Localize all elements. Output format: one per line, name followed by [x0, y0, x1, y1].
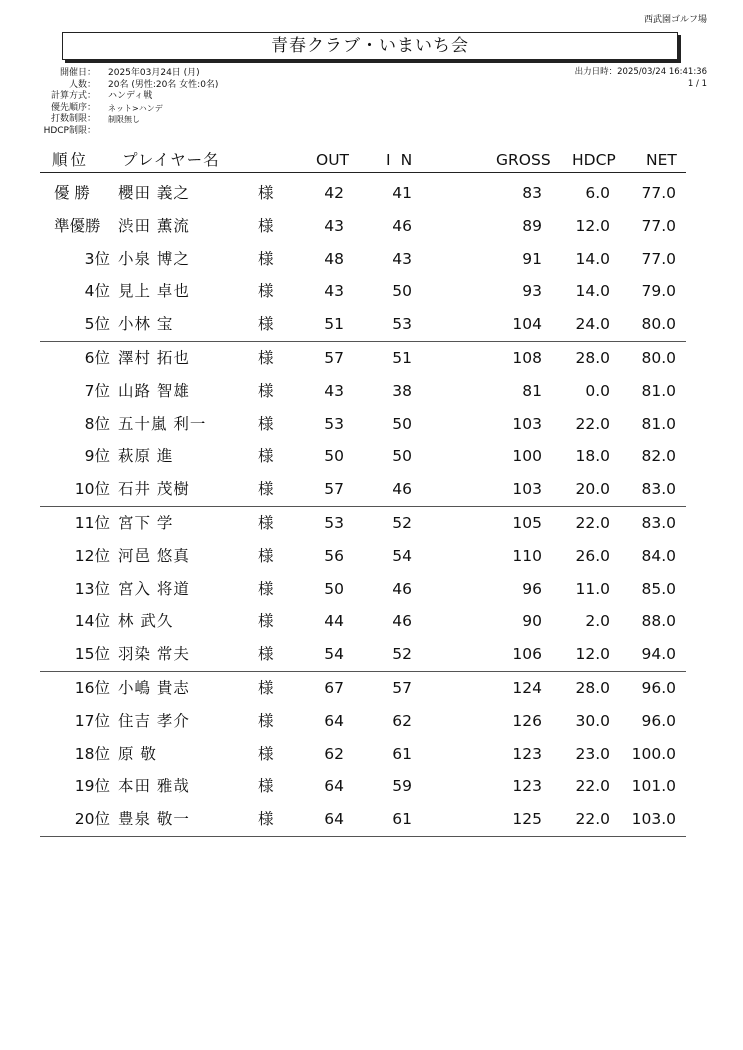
net-score: 77.0	[641, 184, 676, 202]
meta-label: 人数：	[68, 79, 96, 90]
net-score: 80.0	[641, 315, 676, 334]
in-score: 53	[392, 315, 412, 334]
rank-cell: 18位	[74, 744, 110, 763]
rank-cell: 10位	[74, 480, 110, 499]
net-score: 83.0	[641, 513, 676, 532]
hdcp-value: 28.0	[575, 348, 610, 367]
hdcp-value: 12.0	[575, 645, 610, 664]
table-row	[40, 375, 686, 408]
gross-score: 126	[512, 711, 542, 730]
out-score: 56	[324, 546, 344, 565]
rank-cell: 20位	[74, 810, 110, 829]
meta-priority	[40, 103, 218, 115]
player-name: 豊泉 敬一	[118, 810, 190, 829]
rank-cell: 3位	[84, 249, 110, 268]
rank-cell: 優 勝	[54, 184, 90, 202]
player-name: 原 敬	[118, 744, 157, 763]
in-score: 57	[392, 678, 412, 697]
out-score: 48	[324, 249, 344, 268]
net-score: 94.0	[641, 645, 676, 664]
in-score: 50	[392, 447, 412, 466]
net-score: 80.0	[641, 348, 676, 367]
net-score: 100.0	[631, 744, 676, 763]
honorific: 様	[258, 447, 274, 466]
honorific: 様	[258, 348, 274, 367]
honorific: 様	[258, 612, 274, 631]
net-score: 81.0	[641, 414, 676, 433]
net-score: 77.0	[641, 249, 676, 268]
rank-cell: 14位	[74, 612, 110, 631]
header-out: OUT	[316, 151, 350, 169]
rank-cell: 5位	[84, 315, 110, 334]
rank-cell: 15位	[74, 645, 110, 664]
net-score: 96.0	[641, 678, 676, 697]
hdcp-value: 20.0	[575, 480, 610, 499]
in-score: 46	[392, 480, 412, 499]
gross-score: 125	[512, 810, 542, 829]
honorific: 様	[258, 810, 274, 829]
gross-score: 100	[512, 447, 542, 466]
hdcp-value: 6.0	[585, 184, 610, 202]
in-score: 46	[392, 579, 412, 598]
gross-score: 110	[512, 546, 542, 565]
in-score: 38	[392, 381, 412, 400]
player-name: 林 武久	[118, 612, 174, 631]
meta-method	[40, 91, 218, 103]
out-score: 51	[324, 315, 344, 334]
meta-value: ハンディ戦	[108, 91, 153, 101]
table-row	[40, 342, 686, 375]
out-score: 43	[324, 216, 344, 235]
in-score: 46	[392, 216, 412, 235]
out-score: 57	[324, 348, 344, 367]
table-header	[40, 148, 686, 173]
honorific: 様	[258, 744, 274, 763]
header-rank: 順位	[52, 151, 90, 169]
gross-score: 96	[522, 579, 542, 598]
meta-label: HDCP制限：	[43, 125, 96, 136]
rank-cell: 17位	[74, 711, 110, 730]
meta-value: 20名 (男性:20名 女性:0名)	[108, 79, 219, 90]
rank-cell: 8位	[84, 414, 110, 433]
player-name: 羽染 常夫	[118, 645, 190, 664]
honorific: 様	[258, 513, 274, 532]
player-name: 石井 茂樹	[118, 480, 190, 499]
meta-label: 開催日：	[59, 68, 96, 78]
player-name: 五十嵐 利一	[118, 414, 207, 433]
hdcp-value: 22.0	[575, 777, 610, 796]
meta-label: 優先順序：	[50, 102, 96, 113]
in-score: 43	[392, 249, 412, 268]
table-row	[40, 738, 686, 771]
in-score: 52	[392, 645, 412, 664]
hdcp-value: 14.0	[575, 282, 610, 301]
rank-cell: 9位	[84, 447, 110, 466]
rank-cell: 11位	[74, 513, 110, 532]
header-gross: GROSS	[496, 151, 551, 169]
player-name: 萩原 進	[118, 447, 174, 466]
hdcp-value: 0.0	[585, 381, 610, 400]
table-row	[40, 275, 686, 308]
honorific: 様	[258, 579, 274, 598]
honorific: 様	[258, 678, 274, 697]
honorific: 様	[258, 184, 274, 202]
in-score: 51	[392, 348, 412, 367]
in-score: 62	[392, 711, 412, 730]
header-hdcp: HDCP	[572, 151, 616, 169]
meta-value: ネット>ハンデ	[108, 103, 163, 113]
hdcp-value: 23.0	[575, 744, 610, 763]
player-name: 住吉 孝介	[118, 711, 190, 730]
out-score: 43	[324, 381, 344, 400]
meta-label: 打数制限：	[50, 114, 96, 124]
net-score: 83.0	[641, 480, 676, 499]
page-number: 1 / 1	[687, 79, 707, 89]
table-row	[40, 540, 686, 573]
out-score: 64	[324, 777, 344, 796]
out-score: 64	[324, 711, 344, 730]
table-row	[40, 243, 686, 276]
out-score: 50	[324, 447, 344, 466]
venue-name: 西武園ゴルフ場	[643, 15, 707, 25]
out-score: 62	[324, 744, 344, 763]
header-player: プレイヤー名	[122, 151, 220, 169]
gross-score: 89	[522, 216, 542, 235]
event-meta	[40, 68, 218, 137]
hdcp-value: 12.0	[575, 216, 610, 235]
output-info	[575, 66, 707, 90]
rank-cell: 4位	[84, 282, 110, 301]
honorific: 様	[258, 216, 274, 235]
hdcp-value: 26.0	[575, 546, 610, 565]
meta-date	[40, 68, 218, 80]
in-score: 59	[392, 777, 412, 796]
honorific: 様	[258, 282, 274, 301]
net-score: 77.0	[641, 216, 676, 235]
gross-score: 123	[512, 744, 542, 763]
out-score: 42	[324, 184, 344, 202]
table-row	[40, 440, 686, 473]
meta-count	[40, 80, 218, 92]
rank-cell: 13位	[74, 579, 110, 598]
gross-score: 81	[522, 381, 542, 400]
hdcp-value: 14.0	[575, 249, 610, 268]
player-name: 見上 卓也	[118, 282, 190, 301]
honorific: 様	[258, 480, 274, 499]
player-name: 渋田 薫流	[118, 216, 190, 235]
net-score: 85.0	[641, 579, 676, 598]
header-in: IN	[386, 151, 423, 169]
in-score: 61	[392, 744, 412, 763]
gross-score: 90	[522, 612, 542, 631]
gross-score: 104	[512, 315, 542, 334]
hdcp-value: 11.0	[575, 579, 610, 598]
net-score: 103.0	[631, 810, 676, 829]
table-row	[40, 770, 686, 803]
rank-cell: 準優勝	[54, 216, 101, 235]
out-score: 53	[324, 414, 344, 433]
gross-score: 83	[522, 184, 542, 202]
player-name: 宮入 将道	[118, 579, 190, 598]
gross-score: 108	[512, 348, 542, 367]
in-score: 46	[392, 612, 412, 631]
rank-cell: 7位	[84, 381, 110, 400]
honorific: 様	[258, 381, 274, 400]
table-row	[40, 803, 686, 837]
gross-score: 123	[512, 777, 542, 796]
table-row	[40, 638, 686, 672]
gross-score: 93	[522, 282, 542, 301]
table-row	[40, 308, 686, 342]
gross-score: 103	[512, 480, 542, 499]
gross-score: 124	[512, 678, 542, 697]
honorific: 様	[258, 249, 274, 268]
player-name: 小泉 博之	[118, 249, 190, 268]
net-score: 79.0	[641, 282, 676, 301]
out-score: 53	[324, 513, 344, 532]
meta-value: 2025年03月24日 (月)	[108, 68, 200, 78]
table-row	[40, 473, 686, 507]
page-title: 青春クラブ・いまいち会	[62, 32, 678, 60]
out-score: 44	[324, 612, 344, 631]
rank-cell: 19位	[74, 777, 110, 796]
out-score: 50	[324, 579, 344, 598]
net-score: 84.0	[641, 546, 676, 565]
rank-cell: 6位	[84, 348, 110, 367]
hdcp-value: 18.0	[575, 447, 610, 466]
out-score: 64	[324, 810, 344, 829]
honorific: 様	[258, 645, 274, 664]
player-name: 本田 雅哉	[118, 777, 190, 796]
meta-hdcp-limit	[40, 126, 218, 138]
honorific: 様	[258, 711, 274, 730]
table-row	[40, 573, 686, 606]
out-score: 43	[324, 282, 344, 301]
in-score: 54	[392, 546, 412, 565]
table-row	[40, 672, 686, 705]
player-name: 小嶋 貴志	[118, 678, 190, 697]
honorific: 様	[258, 315, 274, 334]
gross-score: 106	[512, 645, 542, 664]
table-row	[40, 408, 686, 441]
hdcp-value: 28.0	[575, 678, 610, 697]
hdcp-value: 22.0	[575, 414, 610, 433]
player-name: 山路 智雄	[118, 381, 190, 400]
in-score: 50	[392, 282, 412, 301]
player-name: 河邑 悠真	[118, 546, 190, 565]
in-score: 50	[392, 414, 412, 433]
hdcp-value: 30.0	[575, 711, 610, 730]
meta-value: 制限無し	[108, 115, 140, 124]
net-score: 82.0	[641, 447, 676, 466]
in-score: 52	[392, 513, 412, 532]
net-score: 81.0	[641, 381, 676, 400]
player-name: 櫻田 義之	[118, 184, 190, 202]
net-score: 96.0	[641, 711, 676, 730]
table-row	[40, 210, 686, 243]
in-score: 61	[392, 810, 412, 829]
player-name: 小林 宝	[118, 315, 174, 334]
honorific: 様	[258, 777, 274, 796]
gross-score: 103	[512, 414, 542, 433]
table-row	[40, 177, 686, 210]
hdcp-value: 24.0	[575, 315, 610, 334]
table-row	[40, 705, 686, 738]
hdcp-value: 2.0	[585, 612, 610, 631]
rank-cell: 16位	[74, 678, 110, 697]
gross-score: 105	[512, 513, 542, 532]
meta-stroke-limit	[40, 114, 218, 126]
rank-cell: 12位	[74, 546, 110, 565]
honorific: 様	[258, 414, 274, 433]
player-name: 宮下 学	[118, 513, 174, 532]
player-name: 澤村 拓也	[118, 348, 190, 367]
table-row	[40, 605, 686, 638]
net-score: 88.0	[641, 612, 676, 631]
hdcp-value: 22.0	[575, 810, 610, 829]
out-score: 54	[324, 645, 344, 664]
output-datetime: 出力日時：2025/03/24 16:41:36	[574, 67, 707, 77]
gross-score: 91	[522, 249, 542, 268]
out-score: 57	[324, 480, 344, 499]
out-score: 67	[324, 678, 344, 697]
results-table	[40, 177, 686, 837]
hdcp-value: 22.0	[575, 513, 610, 532]
net-score: 101.0	[631, 777, 676, 796]
table-row	[40, 507, 686, 540]
in-score: 41	[392, 184, 412, 202]
meta-label: 計算方式：	[50, 91, 96, 101]
honorific: 様	[258, 546, 274, 565]
header-net: NET	[646, 151, 677, 169]
